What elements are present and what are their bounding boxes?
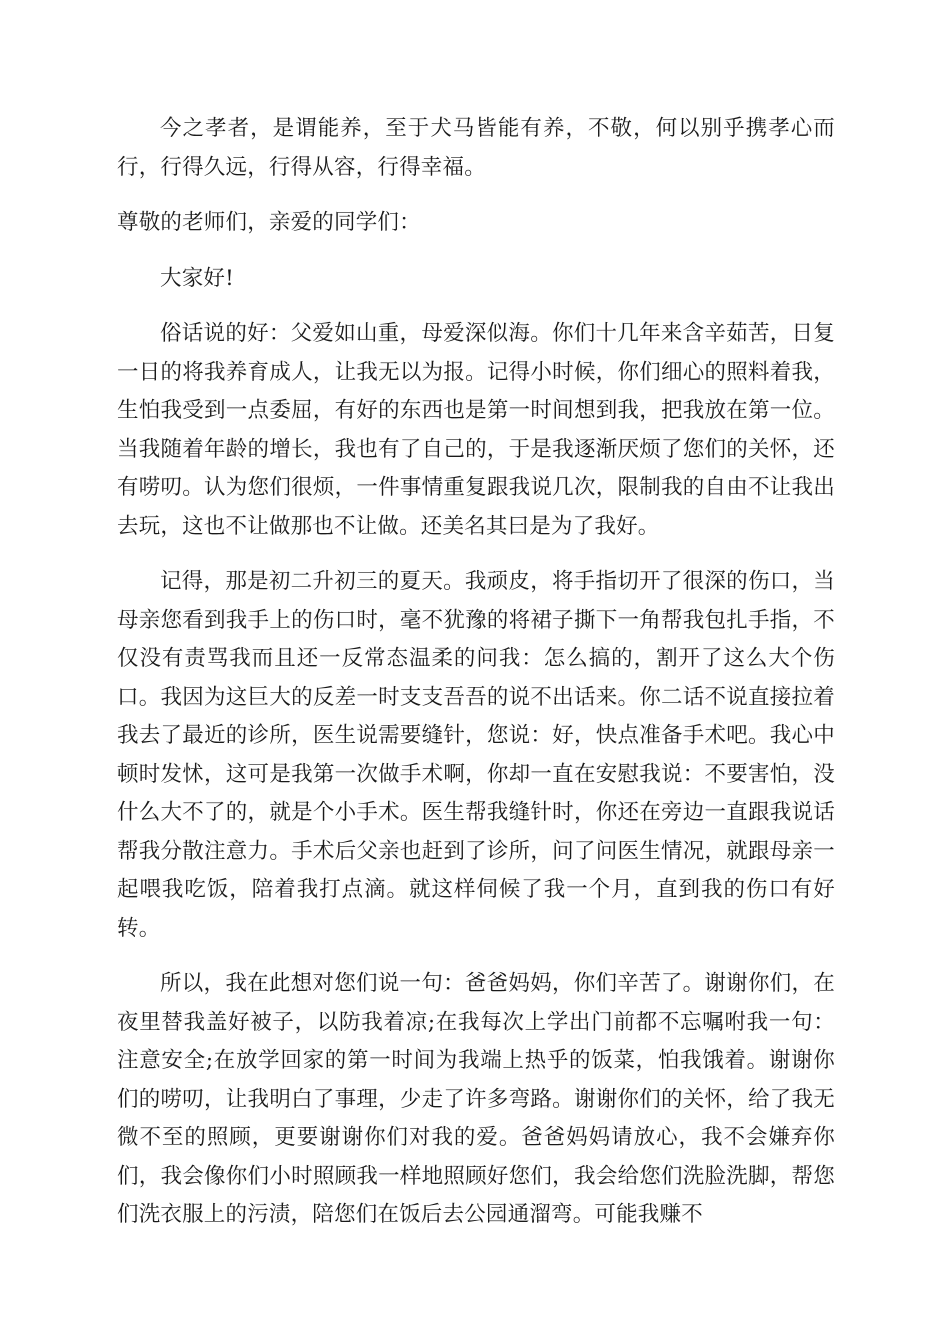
paragraph-body-1: 俗话说的好：父爱如山重，母爱深似海。你们十几年来含辛茹苦，日复一日的将我养育成人，让我无以为报。记得小时候，你们细心的照料着我，生怕我受到一点委屈，有好的东西也是第一时间想到我，把我放在第一位。当我随着年龄的增长，我也有了自己的，于是我逐渐厌烦了您们的关怀，还有唠叨。认为您们很烦，一件事情重复跟我说几次，限制我的自由不让我出去玩，这也不让做那也不让做。还美名其曰是为了我好。 xyxy=(117,321,835,539)
document-body xyxy=(117,110,835,1252)
paragraph-opening-quote: 今之孝者，是谓能养，至于犬马皆能有养，不敬，何以别乎携孝心而行，行得久远，行得从容，行得幸福。 xyxy=(117,116,835,180)
paragraph-body-3: 所以，我在此想对您们说一句：爸爸妈妈，你们辛苦了。谢谢你们，在夜里替我盖好被子，以防我着凉;在我每次上学出门前都不忘嘱咐我一句：注意安全;在放学回家的第一时间为我端上热乎的饭菜，怕我饿着。谢谢你们的唠叨，让我明白了事理，少走了许多弯路。谢谢你们的关怀，给了我无微不至的照顾，更要谢谢你们对我的爱。爸爸妈妈请放心，我不会嫌弃你们，我会像你们小时照顾我一样地照顾好您们，我会给您们洗脸洗脚，帮您们洗衣服上的污渍，陪您们在饭后去公园通溜弯。可能我赚不 xyxy=(117,971,835,1227)
paragraph-body-2: 记得，那是初二升初三的夏天。我顽皮，将手指切开了很深的伤口，当母亲您看到我手上的伤口时，毫不犹豫的将裙子撕下一角帮我包扎手指，不仅没有责骂我而且还一反常态温柔的问我：怎么搞的，割开了这么大个伤口。我因为这巨大的反差一时支支吾吾的说不出话来。你二话不说直接拉着我去了最近的诊所，医生说需要缝针，您说：好，快点准备手术吧。我心中顿时发怵，这可是我第一次做手术啊，你却一直在安慰我说：不要害怕，没什么大不了的，就是个小手术。医生帮我缝针时，你还在旁边一直跟我说话帮我分散注意力。手术后父亲也赶到了诊所，问了问医生情况，就跟母亲一起喂我吃饭，陪着我打点滴。就这样伺候了我一个月，直到我的伤口有好转。 xyxy=(117,569,835,941)
paragraph-greeting: 大家好! xyxy=(160,265,234,291)
paragraph-salutation: 尊敬的老师们，亲爱的同学们： xyxy=(117,210,421,235)
